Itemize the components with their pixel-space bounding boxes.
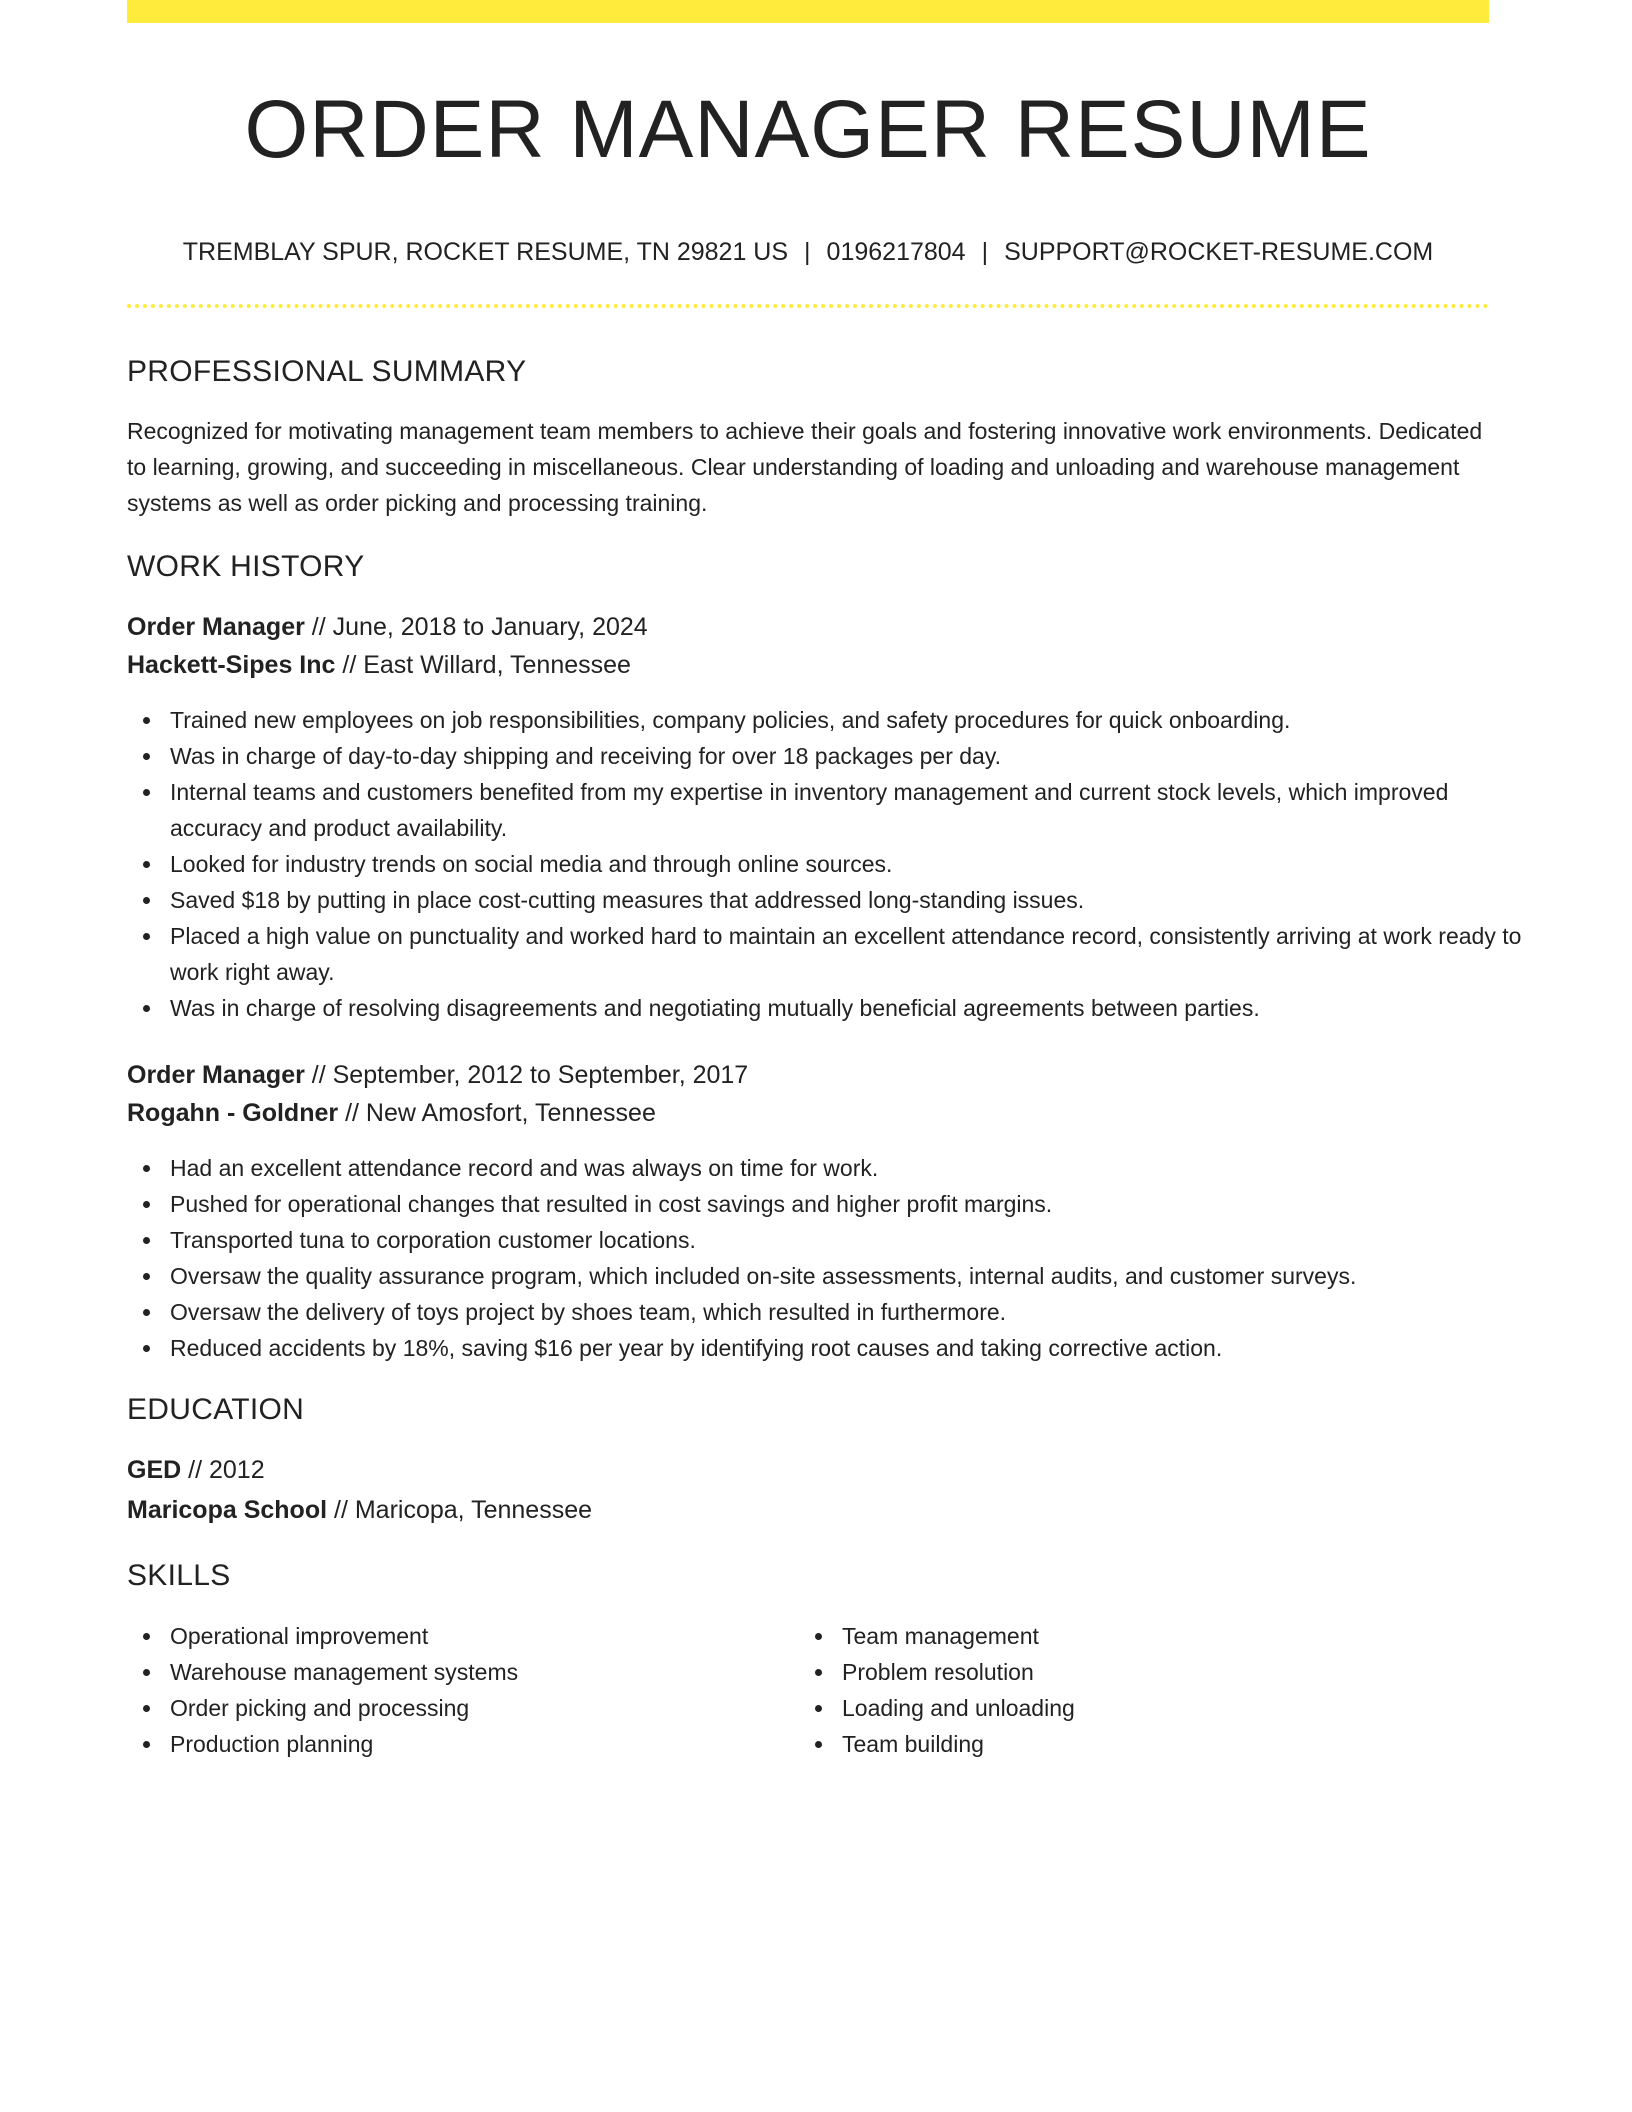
job-2-company-line bbox=[127, 1095, 656, 1131]
contact-separator: | bbox=[981, 238, 989, 266]
resume-title: ORDER MANAGER RESUME bbox=[244, 84, 1372, 175]
list-item: Transported tuna to corporation customer locations. bbox=[170, 1222, 1532, 1258]
education-degree-line bbox=[127, 1452, 265, 1488]
contact-separator: | bbox=[804, 238, 811, 266]
skills-left-column bbox=[127, 1618, 800, 1762]
list-item: Oversaw the quality assurance program, which included on-site assessments, internal audits, and customer surveys. bbox=[170, 1258, 1532, 1294]
list-item: Looked for industry trends on social media and through online sources. bbox=[170, 846, 1532, 882]
job-2-dates: // September, 2012 to September, 2017 bbox=[311, 1061, 749, 1089]
job-2-bullets bbox=[127, 1150, 1532, 1366]
list-item: Saved $18 by putting in place cost-cutting measures that addressed long-standing issues. bbox=[170, 882, 1532, 918]
list-item: Team building bbox=[842, 1726, 1472, 1762]
list-item: Was in charge of day-to-day shipping and receiving for over 18 packages per day. bbox=[170, 738, 1532, 774]
list-item: Pushed for operational changes that resulted in cost savings and higher profit margins. bbox=[170, 1186, 1532, 1222]
education-year: // 2012 bbox=[188, 1456, 265, 1484]
education-heading: EDUCATION bbox=[127, 1393, 305, 1426]
summary-heading: PROFESSIONAL SUMMARY bbox=[127, 355, 527, 388]
summary-text: Recognized for motivating management team members to achieve their goals and fostering innovative work environments. Dedicated to learning, growing, and succeeding in miscellaneous. Clear understanding of loading and unloading and warehouse management systems as well as order picking and processing training. bbox=[127, 418, 1483, 516]
skills-heading: SKILLS bbox=[127, 1559, 231, 1592]
education-school: Maricopa School bbox=[127, 1496, 328, 1524]
job-1-title-line bbox=[127, 609, 648, 645]
list-item: Trained new employees on job responsibilities, company policies, and safety procedures for quick onboarding. bbox=[170, 702, 1532, 738]
contact-line bbox=[127, 236, 1489, 268]
job-1-company-line bbox=[127, 647, 631, 683]
list-item: Had an excellent attendance record and was always on time for work. bbox=[170, 1150, 1532, 1186]
list-item: Problem resolution bbox=[842, 1654, 1472, 1690]
job-2-title: Order Manager bbox=[127, 1061, 305, 1089]
job-1-location: // East Willard, Tennessee bbox=[342, 651, 631, 679]
accent-bar bbox=[127, 0, 1489, 23]
list-item: Production planning bbox=[170, 1726, 800, 1762]
job-2-location: // New Amosfort, Tennessee bbox=[345, 1099, 656, 1127]
list-item: Order picking and processing bbox=[170, 1690, 800, 1726]
job-2-company: Rogahn - Goldner bbox=[127, 1099, 339, 1127]
work-history-heading: WORK HISTORY bbox=[127, 550, 365, 583]
list-item: Reduced accidents by 18%, saving $16 per year by identifying root causes and taking corrective action. bbox=[170, 1330, 1532, 1366]
job-1-company: Hackett-Sipes Inc bbox=[127, 651, 336, 679]
job-1-bullets bbox=[127, 702, 1532, 1026]
dotted-divider bbox=[127, 304, 1489, 308]
list-item: Placed a high value on punctuality and worked hard to maintain an excellent attendance record, consistently arriving at work ready to work right away. bbox=[170, 918, 1532, 990]
list-item: Operational improvement bbox=[170, 1618, 800, 1654]
education-degree: GED bbox=[127, 1456, 182, 1484]
contact-address: TREMBLAY SPUR, ROCKET RESUME, TN 29821 US bbox=[182, 238, 789, 266]
contact-email: SUPPORT@ROCKET-RESUME.COM bbox=[1004, 238, 1434, 266]
job-2-title-line bbox=[127, 1057, 748, 1093]
skills-right-column bbox=[799, 1618, 1472, 1762]
list-item: Oversaw the delivery of toys project by shoes team, which resulted in furthermore. bbox=[170, 1294, 1532, 1330]
education-school-line bbox=[127, 1492, 592, 1528]
job-1-title: Order Manager bbox=[127, 613, 305, 641]
list-item: Internal teams and customers benefited from my expertise in inventory management and current stock levels, which improved accuracy and product availability. bbox=[170, 774, 1532, 846]
job-1-dates: // June, 2018 to January, 2024 bbox=[311, 613, 648, 641]
list-item: Was in charge of resolving disagreements and negotiating mutually beneficial agreements between parties. bbox=[170, 990, 1532, 1026]
list-item: Loading and unloading bbox=[842, 1690, 1472, 1726]
contact-phone: 0196217804 bbox=[826, 238, 966, 266]
list-item: Team management bbox=[842, 1618, 1472, 1654]
list-item: Warehouse management systems bbox=[170, 1654, 800, 1690]
education-location: // Maricopa, Tennessee bbox=[334, 1496, 593, 1524]
